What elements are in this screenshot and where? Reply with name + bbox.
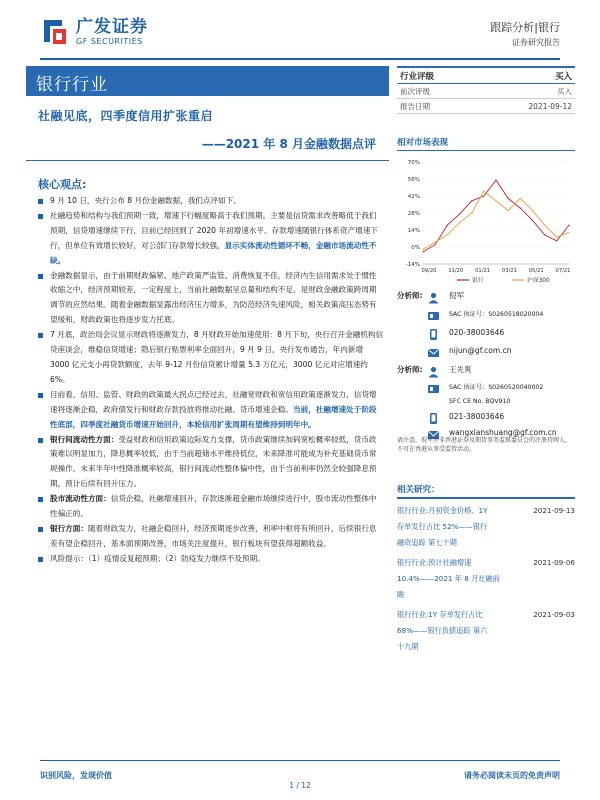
data-point [508, 210, 509, 211]
analyst-label: 分析师: [397, 364, 423, 374]
y-tick-label: 42% [407, 194, 420, 200]
core-paragraph: 风险提示：（1）疫情反复超预期；（2）防疫发力继续不及预期。 [38, 552, 384, 567]
data-point [544, 234, 545, 235]
person-icon [427, 289, 440, 302]
title-divider [26, 160, 389, 161]
bullet-icon [38, 497, 43, 502]
market-chart [397, 154, 575, 286]
core-views-title: 核心观点: [38, 178, 87, 191]
data-point [471, 200, 472, 201]
page-number: 1 / 12 [289, 781, 311, 790]
data-point [459, 214, 460, 215]
data-point [447, 225, 448, 226]
data-point [508, 198, 509, 199]
email-icon[interactable] [427, 344, 440, 357]
y-tick-label: 56% [407, 177, 420, 183]
id-card-icon [427, 380, 440, 393]
industry-title: 银行行业 [36, 75, 108, 95]
footer-divider [40, 760, 560, 761]
x-tick-label: 03/21 [501, 268, 517, 274]
bullet-icon [38, 274, 43, 279]
series-line-bank [423, 180, 569, 252]
analyst-name: 倪军 [449, 290, 464, 300]
footer-disclaimer-link: 请务必阅读末页的免责声明 [464, 771, 560, 780]
data-point [532, 210, 533, 211]
data-point [435, 242, 436, 243]
footer-slogan: 识别风险，发现价值 [40, 771, 112, 780]
related-research [397, 483, 575, 655]
phone-icon [427, 326, 440, 339]
data-point [495, 180, 496, 181]
data-point [520, 198, 521, 199]
data-point [459, 222, 460, 223]
y-tick-label: 70% [407, 160, 420, 166]
gf-logo-icon [40, 16, 70, 48]
data-point [544, 225, 545, 226]
logo-text-en: GF SECURITIES [76, 37, 143, 46]
person-icon [427, 363, 440, 376]
header-divider [40, 58, 560, 60]
y-tick-label: 28% [407, 211, 420, 217]
legend-label: 沪深300 [527, 278, 550, 284]
market-chart-title: 相对市场表现 [397, 138, 449, 148]
page-header [0, 0, 600, 62]
report-headline: 社融见底，四季度信用扩张重启 [38, 109, 214, 123]
analyst-email[interactable]: wangxianshuang@gf.com.cn [449, 428, 557, 437]
rating-table [397, 66, 575, 114]
data-point [435, 244, 436, 245]
company-logo [40, 16, 148, 48]
core-paragraph: 社融趋势和结构与我们预期一致，增速下行幅度略高于我们预期。主要是信贷需求改善略低于我们预期，信贷增速继续下行，目前已经回到了 2020 年初增速水平。存款增速随银行体系资产增速下行，但单位有效增长较好，对公部门存款增长较强，显示实体流动性循环不畅，金融市场流动性不缺。 [38, 209, 384, 269]
rating-row: 报告日期 2021-09-12 [397, 99, 575, 114]
rating-row: 前次评级 买入 [397, 84, 575, 99]
core-views-body [38, 194, 384, 567]
data-point [520, 208, 521, 209]
y-tick-label: -14% [405, 262, 420, 268]
bullet-icon [38, 438, 43, 443]
core-paragraph: 金融数据显示，由于前期财政偏紧、地产政策严监管、消费恢复不佳，经济内生信用需求处于惯性收缩之中，经济预期较差，一定程度上，当前社融数据呈总量和结构不足，是财政金融政策跨周期调节的应然结果。随着金融数据显露出经济压力增多，为防范经济失速风险，相关政策高压态势有望缓和，财政政策也将逐步发力托底。 [38, 269, 384, 329]
series-line-csi300 [423, 191, 569, 249]
bullet-icon [38, 527, 43, 532]
y-tick-label: 14% [407, 228, 420, 234]
analyst-label: 分析师: [397, 290, 423, 300]
analyst-email[interactable]: nijun@gf.com.cn [449, 346, 512, 356]
id-card-icon [427, 307, 440, 320]
chart-divider [397, 150, 575, 151]
core-paragraph: 目前看，信用、监管、财政的政策最大拐点已经过去，社融宽财政和宽信用政策逐渐发力，信贷增速将逐渐企稳，政府债发行和财政存款投放将推动社融、货币增速企稳。当前，社融增速处于阶段性底部，四季度社融货币增速开始回升，本轮信用扩张周期有望维持到明年中。 [38, 388, 384, 433]
data-point [422, 251, 423, 252]
bullet-icon [38, 393, 43, 398]
data-point [471, 212, 472, 213]
analyst-name: 王先爽 [449, 364, 472, 374]
data-point [568, 225, 569, 226]
bullet-icon [38, 333, 43, 338]
data-point [422, 249, 423, 250]
bullet-icon [38, 557, 43, 562]
analyst-phone: 021-38003646 [449, 412, 505, 421]
report-subheadline: ——2021 年 8 月金融数据点评 [201, 137, 376, 151]
rating-label: 行业评级 [400, 71, 435, 82]
related-item[interactable]: 银行行业:月初资金价格、1Y 2021-09-13 存单发行占比 52%——银行 融资追踪 第七十期 [397, 506, 575, 547]
analyst-block-1 [397, 286, 575, 360]
y-tick-label: 0% [411, 245, 420, 251]
data-point [447, 234, 448, 235]
report-type: 跟踪分析|银行 [490, 21, 560, 34]
core-paragraph: 银行方面：随着财政发力，社融企稳回升，经济预期逐步改善，利率中枢将有所回升，后续银行息差有望企稳回升，基本面预期改善，市场关注度提升，银行板块有望获得超额收益。 [38, 522, 384, 552]
x-tick-label: 11/20 [448, 268, 464, 274]
data-point [532, 220, 533, 221]
logo-text-cn: 广发证券 [76, 17, 148, 37]
related-title: 相关研究： [397, 483, 575, 499]
related-item[interactable]: 银行行业:预计社融增速 2021-09-06 10.4%——2021 年 8 月社融前 瞻 [397, 558, 575, 599]
data-point [568, 232, 569, 233]
x-tick-label: 07/21 [555, 268, 571, 274]
x-tick-label: 09/20 [421, 268, 437, 274]
phone-icon [427, 410, 440, 423]
related-item[interactable]: 银行行业:1Y 存单发行占比 2021-09-03 68%——银行负债追踪 第六 十九期 [397, 610, 575, 651]
data-point [483, 195, 484, 196]
x-tick-label: 01/21 [475, 268, 491, 274]
data-point [483, 191, 484, 192]
data-point [556, 240, 557, 241]
core-paragraph: 银行间流动性方面：受益财政和信用政策边际发力支撑，货币政策继续加码宽松概率较低，货币政策难以明显加力，降息概率较低，由于当前超储水平维持低位，未来降准可能成为补充基础货币常规操作。未来半年中性降准概率较高，银行间流动性整体偏中性，由于当前利率仍然全较强降息预期，预计后续有回升压力。 [38, 433, 384, 493]
report-subtype: 证券研究报告 [512, 38, 560, 47]
analyst-sac: SAC 执证号：S0260520040002 [449, 383, 544, 391]
analyst-block-2 [397, 360, 575, 441]
core-paragraph: 7 月底，政治局会议显示财政将逐渐发力，8 月财政开始加速使用：8 月下旬，央行召开金融机构信贷座谈会，维稳信贷增速；隐后银行贴票利率全面回升，9 月 9 日，央行发布通告，年内新增 3000 亿元支小再贷款额度，去年 9-12 月份信贷累计增量 5.3 万亿元，3000 亿元对应增速约 6%。 [38, 328, 384, 388]
core-paragraph: 股市流动性方面：信贷企稳，社融增速回升，存款逐渐超金融市场继续进行中，股市流动性整体中性偏正的。 [38, 492, 384, 522]
bullet-icon [38, 199, 43, 204]
analyst-phone: 020-38003646 [449, 327, 505, 337]
analyst-sfc: SFC CE No. BQV910 [449, 397, 511, 405]
analyst-disclaimer: 请注意，倪军并非香港证券及期货事务监察委员会的注册持牌人，不可在香港从事受监管活动。 [397, 437, 572, 453]
x-tick-label: 05/21 [528, 268, 544, 274]
data-point [495, 200, 496, 201]
legend-label: 银行 [472, 278, 484, 284]
bullet-icon [38, 214, 43, 219]
industry-banner [26, 66, 389, 96]
rating-value: 买入 [554, 71, 572, 82]
data-point [556, 237, 557, 238]
analyst-sac: SAC 执证号：S0260518020004 [449, 311, 544, 319]
core-paragraph: 9 月 10 日，央行公布 8 月份金融数据，我们点评如下。 [38, 194, 384, 209]
